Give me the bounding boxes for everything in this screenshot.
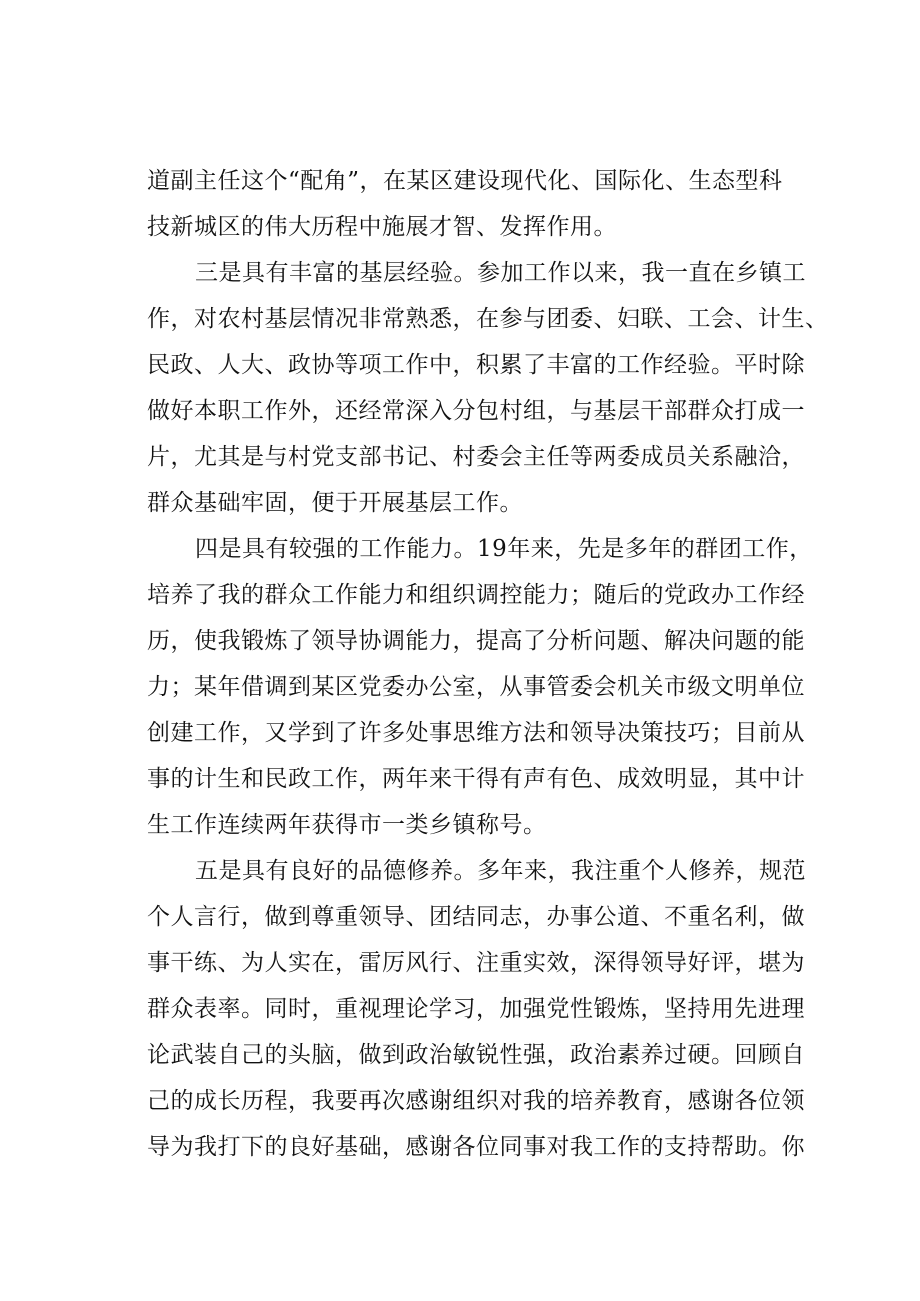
paragraph-1 — [147, 158, 827, 250]
text-line: 个人言行，做到尊重领导、团结同志，办事公道、不重名利，做 — [147, 904, 805, 930]
text-line: 导为我打下的良好基础，感谢各位同事对我工作的支持帮助。你 — [147, 1134, 805, 1160]
paragraph-2 — [147, 250, 827, 526]
text-line: 历，使我锻炼了领导协调能力，提高了分析问题、解决问题的能 — [147, 628, 805, 654]
text-line-indented: 五是具有良好的品德修养。多年来，我注重个人修养，规范 — [195, 858, 806, 884]
text-line: 事的计生和民政工作，两年来干得有声有色、成效明显，其中计 — [147, 766, 805, 792]
text-line-indented: 四是具有较强的工作能力。19年来，先是多年的群团工作， — [195, 536, 813, 562]
text-line: 生工作连续两年获得市一类乡镇称号。 — [147, 812, 547, 838]
paragraph-3 — [147, 526, 827, 848]
text-line: 培养了我的群众工作能力和组织调控能力；随后的党政办工作经 — [147, 582, 805, 608]
text-line: 技新城区的伟大历程中施展才智、发挥作用。 — [147, 214, 617, 240]
text-line-indented: 三是具有丰富的基层经验。参加工作以来，我一直在乡镇工 — [195, 260, 806, 286]
text-line: 群众表率。同时，重视理论学习，加强党性锻炼，坚持用先进理 — [147, 996, 805, 1022]
text-line: 道副主任这个“配角”，在某区建设现代化、国际化、生态型科 — [147, 168, 783, 194]
text-line: 作，对农村基层情况非常熟悉，在参与团委、妇联、工会、计生、 — [147, 306, 829, 332]
text-line: 事干练、为人实在，雷厉风行、注重实效，深得领导好评，堪为 — [147, 950, 805, 976]
text-line: 己的成长历程，我要再次感谢组织对我的培养教育，感谢各位领 — [147, 1088, 805, 1114]
text-line: 力；某年借调到某区党委办公室，从事管委会机关市级文明单位 — [147, 674, 805, 700]
paragraph-4 — [147, 848, 827, 1170]
text-line: 创建工作，又学到了许多处事思维方法和领导决策技巧；目前从 — [147, 720, 805, 746]
text-line: 民政、人大、政协等项工作中，积累了丰富的工作经验。平时除 — [147, 352, 805, 378]
text-line: 论武装自己的头脑，做到政治敏锐性强，政治素养过硬。回顾自 — [147, 1042, 805, 1068]
text-line: 做好本职工作外，还经常深入分包村组，与基层干部群众打成一 — [147, 398, 805, 424]
text-line: 群众基础牢固，便于开展基层工作。 — [147, 490, 523, 516]
body-text — [147, 158, 827, 1170]
text-line: 片，尤其是与村党支部书记、村委会主任等两委成员关系融洽， — [147, 444, 805, 470]
